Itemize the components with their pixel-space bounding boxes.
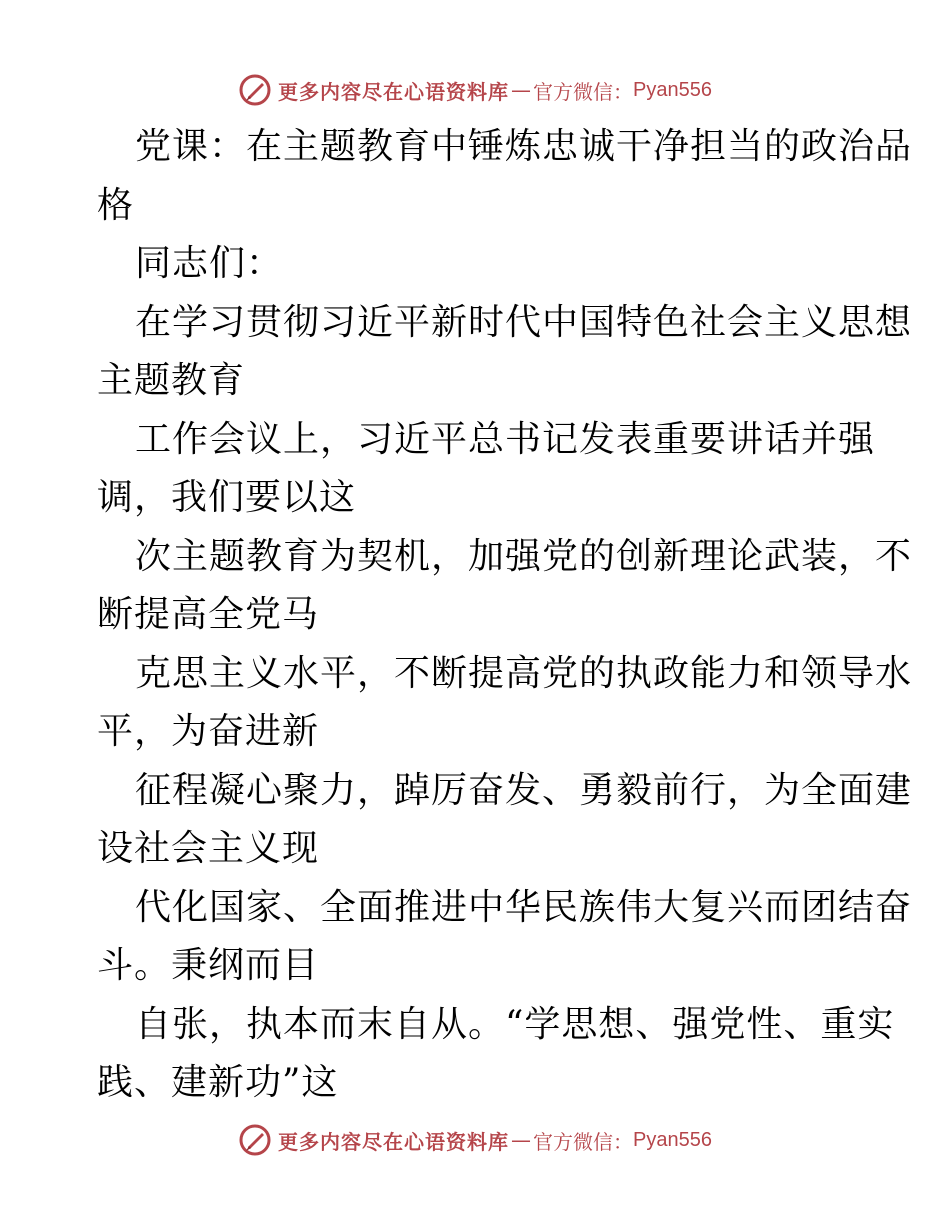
paragraph-line: 次主题教育为契机，加强党的创新理论武装，不 — [135, 535, 913, 577]
paragraph-line: 设社会主义现 — [97, 828, 320, 869]
paragraph-line: 调，我们要以这 — [97, 477, 357, 518]
quill-pen-logo-icon — [238, 73, 272, 107]
wechat-label: 官方微信： — [533, 79, 634, 104]
paragraph-line: 斗。秉纲而目 — [97, 945, 320, 986]
header-watermark-banner — [0, 70, 950, 110]
salutation: 同志们： — [135, 243, 284, 284]
title-line-1: 党课：在主题教育中锤炼忠诚干净担当的政治品 — [135, 126, 913, 167]
paragraph-line: 自张，执本而末自从。“学思想、强党性、重实 — [135, 1003, 895, 1045]
separator-dash: — — [511, 1128, 532, 1152]
paragraph-line: 代化国家、全面推进中华民族伟大复兴而团结奋 — [135, 886, 913, 928]
paragraph-line: 平，为奋进新 — [97, 711, 320, 752]
brand-text: 更多内容尽在心语资料库 — [278, 79, 510, 104]
paragraph-line: 主题教育 — [97, 360, 246, 401]
paragraph-line: 践、建新功”这 — [97, 1062, 339, 1103]
footer-watermark-banner — [0, 1120, 950, 1160]
quill-pen-logo-icon — [238, 1123, 272, 1157]
document-body — [97, 118, 913, 1113]
wechat-id: Pyan556 — [633, 1128, 712, 1151]
wechat-id: Pyan556 — [633, 78, 712, 101]
paragraph-line: 克思主义水平，不断提高党的执政能力和领导水 — [135, 652, 913, 694]
separator-dash: — — [511, 78, 532, 102]
paragraph-line: 在学习贯彻习近平新时代中国特色社会主义思想 — [135, 301, 913, 343]
paragraph-line: 征程凝心聚力，踔厉奋发、勇毅前行，为全面建 — [135, 769, 913, 811]
wechat-label: 官方微信： — [533, 1129, 634, 1154]
paragraph-line: 断提高全党马 — [97, 594, 320, 635]
title-line-2: 格 — [97, 184, 135, 226]
paragraph-line: 工作会议上，习近平总书记发表重要讲话并强 — [135, 418, 876, 460]
brand-text: 更多内容尽在心语资料库 — [278, 1129, 510, 1154]
